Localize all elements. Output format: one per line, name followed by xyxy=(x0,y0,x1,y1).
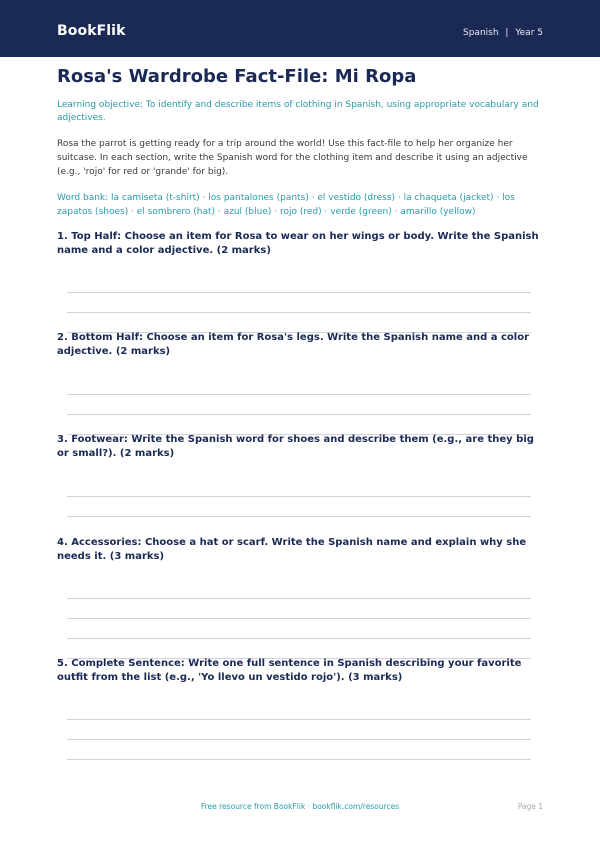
brand-logo-text[interactable]: BookFlik xyxy=(57,23,126,39)
answer-line[interactable] xyxy=(67,598,531,599)
learning-objective: Learning objective: To identify and describe items of clothing in Spanish, using appropriate vocabulary and adjectives. xyxy=(57,100,539,123)
word-bank: Word bank: la camiseta (t-shirt) · los pantalones (pants) · el vestido (dress) · la chaqueta (jacket) · los zapatos (shoes) · el sombrero (hat) · azul (blue) · rojo (red) · verde (green) · amarillo (yellow) xyxy=(57,193,515,217)
question-4: 4. Accessories: Choose a hat or scarf. Write the Spanish name and explain why she needs it. (3 marks) xyxy=(57,537,527,562)
answer-line[interactable] xyxy=(67,414,531,415)
question-5: 5. Complete Sentence: Write one full sentence in Spanish describing your favorite outfit from the list (e.g., 'Yo llevo un vestido rojo'). (3 marks) xyxy=(57,658,522,683)
page-title: Rosa's Wardrobe Fact-File: Mi Ropa xyxy=(57,66,417,87)
answer-line[interactable] xyxy=(67,312,531,313)
meta-separator: | xyxy=(505,28,509,38)
question-3: 3. Footwear: Write the Spanish word for shoes and describe them (e.g., are they big or small?). (2 marks) xyxy=(57,434,534,459)
footer-resource-link[interactable]: Free resource from BookFlik · bookflik.com/resources xyxy=(200,802,400,811)
answer-line[interactable] xyxy=(67,394,531,395)
answer-line[interactable] xyxy=(67,739,531,740)
page-header xyxy=(0,0,600,57)
question-2: 2. Bottom Half: Choose an item for Rosa's legs. Write the Spanish name and a color adjective. (2 marks) xyxy=(57,332,530,357)
subject-year-label xyxy=(463,28,543,38)
answer-line[interactable] xyxy=(67,496,531,497)
answer-line[interactable] xyxy=(67,638,531,639)
answer-line[interactable] xyxy=(67,516,531,517)
answer-line[interactable] xyxy=(67,759,531,760)
answer-line[interactable] xyxy=(67,618,531,619)
intro-section xyxy=(57,65,543,219)
answer-line[interactable] xyxy=(67,719,531,720)
question-1: 1. Top Half: Choose an item for Rosa to wear on her wings or body. Write the Spanish name and a color adjective. (2 marks) xyxy=(57,231,539,256)
answer-line[interactable] xyxy=(67,292,531,293)
page-footer xyxy=(0,802,600,816)
intro-text: Rosa the parrot is getting ready for a trip around the world! Use this fact-file to help her organize her suitcase. In each section, write the Spanish word for the clothing item and describe it using an adjective (e.g., 'rojo' for red or 'grande' for big). xyxy=(57,139,528,177)
page-number: Page 1 xyxy=(517,802,543,811)
subject-label: Spanish xyxy=(463,28,499,38)
year-label: Year 5 xyxy=(515,28,543,38)
